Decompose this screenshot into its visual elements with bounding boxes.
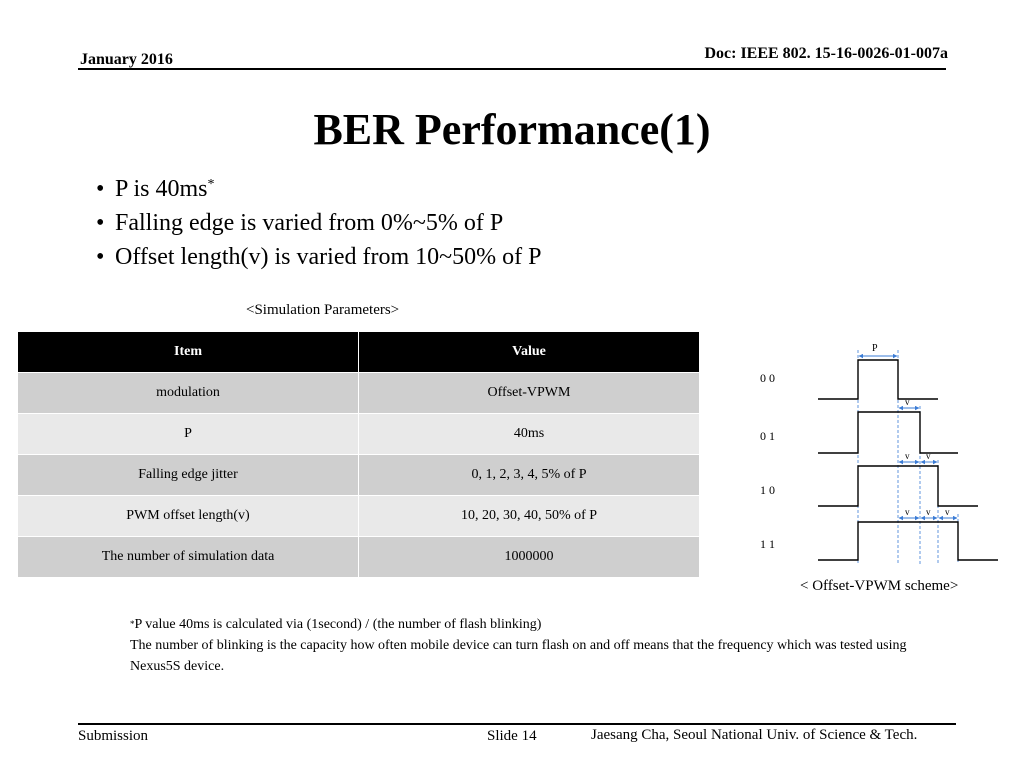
column-header-item: Item [18, 332, 359, 373]
bullet-text: Offset length(v) is varied from 10~50% of P [115, 244, 542, 270]
symbol-label-00: 0 0 [760, 371, 775, 385]
table-cell-value: 10, 20, 30, 40, 50% of P [359, 496, 700, 537]
offset-label: v [905, 507, 910, 517]
footer-divider [78, 723, 956, 725]
waveform-00 [818, 360, 938, 399]
table-row [18, 455, 700, 496]
footnote [130, 614, 950, 677]
footer-author: Jaesang Cha, Seoul National Univ. of Science & Tech. [591, 727, 918, 743]
table-row [18, 373, 700, 414]
symbol-label-01: 0 1 [760, 429, 775, 443]
offset-label: v [945, 507, 950, 517]
symbol-label-11: 1 1 [760, 537, 775, 551]
offset-arrows [899, 408, 957, 518]
offset-label: v [926, 451, 931, 461]
table-cell-value: 40ms [359, 414, 700, 455]
offset-label: v [905, 451, 910, 461]
footer-submission: Submission [78, 728, 149, 744]
diagram-caption: < Offset-VPWM scheme> [800, 578, 959, 594]
period-label: P [872, 343, 878, 354]
footer-slide-number: Slide 14 [487, 728, 537, 744]
footnote-line-1 [130, 614, 950, 635]
table-cell-item: The number of simulation data [18, 537, 359, 578]
bullet-item: • P is 40ms* [96, 176, 215, 202]
bullet-footnote-mark: * [207, 177, 215, 192]
waveform-11 [818, 522, 998, 560]
table-cell-item: Falling edge jitter [18, 455, 359, 496]
footnote-mark: * [130, 619, 135, 629]
bullet-item: • Offset length(v) is varied from 10~50% of P [96, 244, 542, 270]
table-caption: <Simulation Parameters> [246, 302, 400, 318]
offset-label: v [905, 397, 910, 407]
symbol-label-10: 1 0 [760, 483, 775, 497]
offset-label: v [926, 507, 931, 517]
table-row [18, 537, 700, 578]
table-cell-item: modulation [18, 373, 359, 414]
slide-title: BER Performance(1) [313, 105, 711, 154]
footnote-line-2: The number of blinking is the capacity how often mobile device can turn flash on and off means that the frequency which was tested using Nexus5S device. [130, 638, 907, 674]
bullet-list [96, 172, 541, 274]
header-divider [78, 68, 946, 70]
table-row [18, 414, 700, 455]
table-cell-value: Offset-VPWM [359, 373, 700, 414]
bullet-text: P is 40ms [115, 176, 208, 202]
table-cell-item: PWM offset length(v) [18, 496, 359, 537]
bullet-item: • Falling edge is varied from 0%~5% of P [96, 210, 504, 236]
bullet-text: Falling edge is varied from 0%~5% of P [115, 210, 504, 236]
offset-vpwm-diagram [752, 336, 1008, 576]
table-header-row [18, 332, 700, 373]
table-cell-item: P [18, 414, 359, 455]
simulation-parameters-table [17, 331, 700, 578]
table-cell-value: 0, 1, 2, 3, 4, 5% of P [359, 455, 700, 496]
table-cell-value: 1000000 [359, 537, 700, 578]
footnote-text-1: P value 40ms is calculated via (1second) / (the number of flash blinking) [134, 617, 542, 632]
table-row [18, 496, 700, 537]
waveform-01 [818, 412, 958, 453]
header-date: January 2016 [80, 51, 173, 68]
header-doc-id: Doc: IEEE 802. 15-16-0026-01-007a [704, 45, 948, 62]
column-header-value: Value [359, 332, 700, 373]
